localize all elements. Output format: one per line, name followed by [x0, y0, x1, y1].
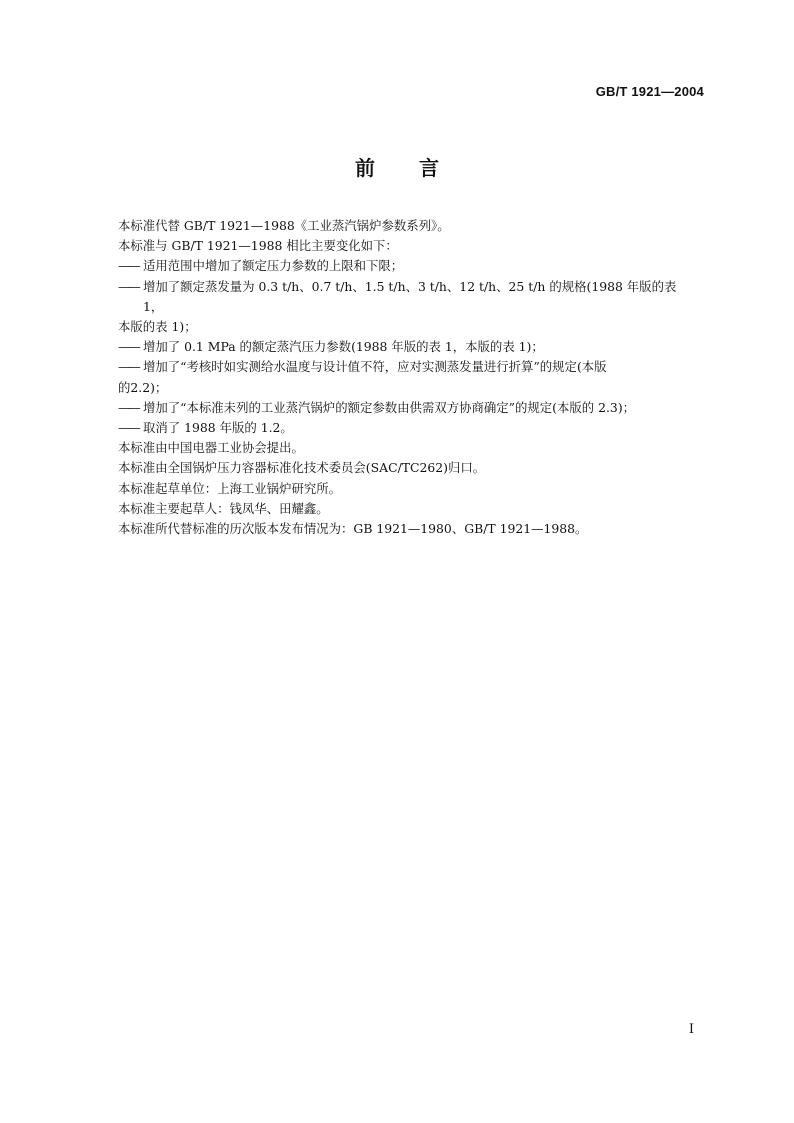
standard-number: GB/T 1921—2004 [595, 84, 704, 99]
change-text-continued: 本版的表 1)； [118, 319, 197, 335]
dash-marker: —— [118, 278, 139, 294]
dash-marker: —— [118, 339, 139, 355]
title-char-2: 言 [419, 156, 439, 180]
change-text: 取消了 1988 年版的 1.2。 [143, 420, 293, 436]
paragraph-replaces: 本标准代替 GB/T 1921—1988《工业蒸汽锅炉参数系列》。 [118, 218, 450, 233]
change-item [118, 357, 700, 397]
foreword-body [118, 216, 700, 539]
title-char-1: 前 [355, 156, 375, 180]
dash-marker: —— [118, 258, 139, 274]
paragraph-drafting-unit: 本标准起草单位：上海工业锅炉研究所。 [118, 480, 342, 496]
change-item [118, 277, 700, 338]
change-text: 增加了额定蒸发量为 0.3 t/h、0.7 t/h、1.5 t/h、3 t/h、12 t/h、25 t/h 的规格(1988 年版的表 1， [143, 278, 677, 314]
change-text: 增加了“本标准未列的工业蒸汽锅炉的额定参数由供需双方协商确定”的规定(本版的 2.3)； [143, 399, 636, 415]
paragraph-history: 本标准所代替标准的历次版本发布情况为：GB 1921—1980、GB/T 1921—1988。 [118, 521, 588, 537]
page-title [0, 152, 794, 181]
change-item [118, 337, 700, 357]
paragraph-proposer: 本标准由中国电器工业协会提出。 [118, 440, 304, 456]
paragraph-centralized: 本标准由全国锅炉压力容器标准化技术委员会(SAC/TC262)归口。 [118, 460, 486, 476]
change-item [118, 398, 700, 418]
change-item [118, 256, 700, 276]
change-text: 适用范围中增加了额定压力参数的上限和下限； [143, 258, 404, 274]
change-text: 增加了 0.1 MPa 的额定蒸汽压力参数(1988 年版的表 1，本版的表 1)； [143, 339, 544, 355]
paragraph-changes-intro: 本标准与 GB/T 1921—1988 相比主要变化如下： [118, 238, 398, 254]
page-number: I [688, 1022, 694, 1037]
dash-marker: —— [118, 399, 139, 415]
paragraph-drafters: 本标准主要起草人：钱凤华、田耀鑫。 [118, 500, 329, 516]
change-text: 增加了“考核时如实测给水温度与设计值不符，应对实测蒸发量进行折算”的规定(本版 [143, 359, 607, 375]
dash-marker: —— [118, 359, 139, 375]
change-text-continued: 的2.2)； [118, 379, 168, 395]
change-item [118, 418, 700, 438]
dash-marker: —— [118, 420, 139, 436]
